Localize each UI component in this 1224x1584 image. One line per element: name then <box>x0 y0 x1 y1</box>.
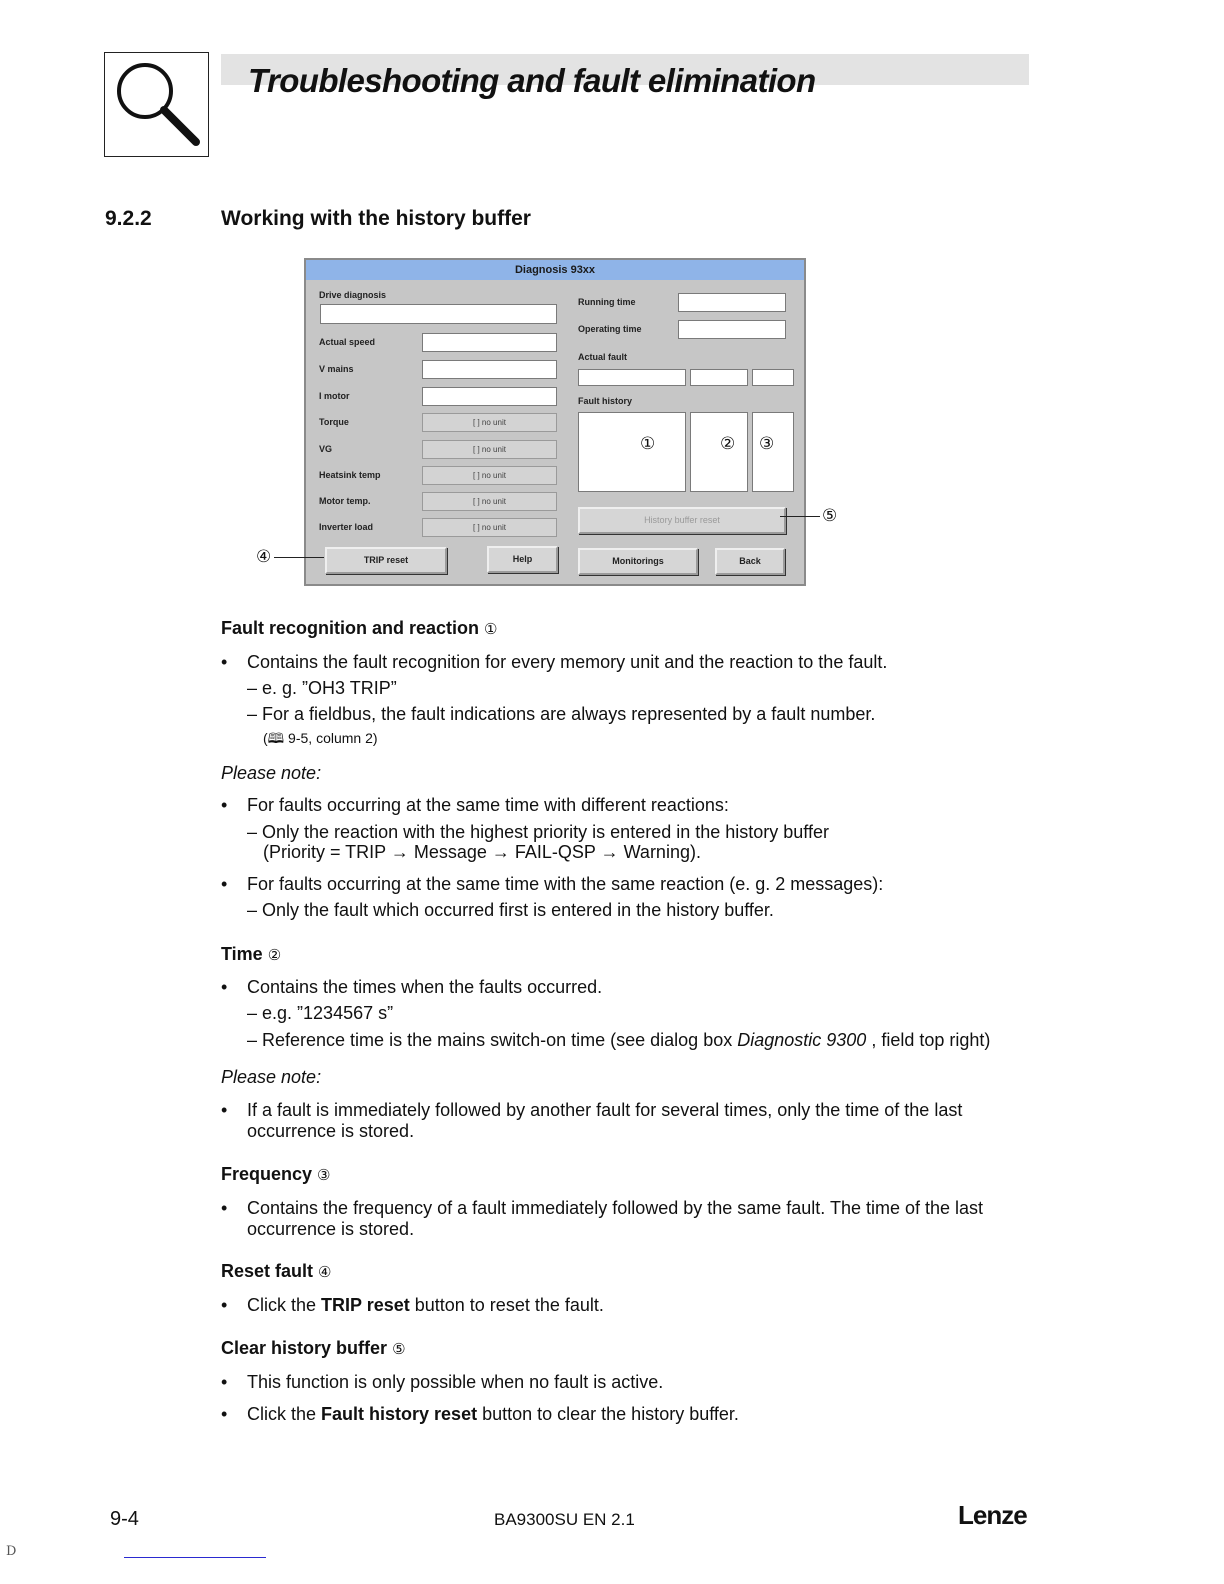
heading-text: Frequency <box>221 1164 313 1184</box>
marker-1: ① <box>640 434 656 453</box>
heading-time <box>221 944 281 965</box>
heading-fault-recognition <box>221 618 498 639</box>
sub-item <box>247 1030 990 1051</box>
page-number: 9-4 <box>110 1508 139 1530</box>
actual-fault-field <box>578 369 686 386</box>
bullet-continuation: occurrence is stored. <box>247 1121 415 1141</box>
callout-5-line <box>780 516 820 517</box>
bullet-text <box>247 1404 739 1425</box>
text: – Reference time is the mains switch-on time (see dialog box <box>247 1030 738 1050</box>
heading-text: Fault recognition and reaction <box>221 618 480 638</box>
bullet-continuation: occurrence is stored. <box>247 1219 415 1239</box>
bullet-text: For faults occurring at the same time with different reactions: <box>247 795 729 815</box>
bullet: • <box>221 1372 228 1392</box>
callout-5: ⑤ <box>822 506 838 525</box>
sub-item: – e. g. ”OH3 TRIP” <box>247 678 397 698</box>
heatsink-temp-field: [ ] no unit <box>422 466 557 485</box>
back-button[interactable]: Back <box>715 548 785 575</box>
actual-speed-field <box>422 333 557 352</box>
marker: ④ <box>318 1264 332 1281</box>
label-operating-time: Operating time <box>578 324 642 334</box>
trip-reset-button[interactable]: TRIP reset <box>325 547 447 574</box>
section-number: 9.2.2 <box>105 207 152 230</box>
bullet: • <box>221 1100 228 1120</box>
bullet-text: Contains the frequency of a fault immediately followed by the same fault. The time of the last <box>247 1198 984 1218</box>
running-time-field <box>678 293 786 312</box>
motor-temp-field: [ ] no unit <box>422 492 557 511</box>
torque-field: [ ] no unit <box>422 413 557 432</box>
corner-mark: D <box>6 1544 17 1559</box>
bullet-text: Contains the fault recognition for every memory unit and the reaction to the fault. <box>247 652 888 672</box>
label-actual-fault: Actual fault <box>578 352 628 362</box>
bullet: • <box>221 795 228 815</box>
button-name: Fault history reset <box>321 1404 478 1424</box>
bullet: • <box>221 977 228 997</box>
fault-history-time-list[interactable] <box>690 412 748 492</box>
heading-text: Time <box>221 944 263 964</box>
sub-item: – For a fieldbus, the fault indications are always represented by a fault number. <box>247 704 876 724</box>
document-code: BA9300SU EN 2.1 <box>494 1510 635 1529</box>
heading-frequency <box>221 1164 331 1185</box>
vg-field: [ ] no unit <box>422 440 557 459</box>
bullet: • <box>221 1198 228 1218</box>
magnifier-icon-frame <box>104 52 209 157</box>
dialog-title: Diagnosis 93xx <box>306 260 804 280</box>
bullet-text: If a fault is immediately followed by another fault for several times, only the time of the last <box>247 1100 963 1120</box>
actual-fault-time-field <box>690 369 748 386</box>
label-torque: Torque <box>319 417 349 427</box>
fault-history-list[interactable] <box>578 412 686 492</box>
text: button to clear the history buffer. <box>477 1404 739 1424</box>
dialog-name: Diagnostic 9300 <box>737 1030 867 1050</box>
bullet-text: Contains the times when the faults occurred. <box>247 977 603 997</box>
section-title: Working with the history buffer <box>221 207 531 230</box>
v-mains-field <box>422 360 557 379</box>
inverter-load-field: [ ] no unit <box>422 518 557 537</box>
marker: ② <box>267 947 282 964</box>
history-buffer-reset-button[interactable]: History buffer reset <box>578 507 786 534</box>
label-heatsink-temp: Heatsink temp <box>319 470 381 480</box>
label-running-time: Running time <box>578 297 636 307</box>
operating-time-field <box>678 320 786 339</box>
label-actual-speed: Actual speed <box>319 337 376 347</box>
button-name: TRIP reset <box>321 1295 410 1315</box>
diagnosis-dialog <box>304 258 806 586</box>
page-title: Troubleshooting and fault elimination <box>248 62 816 99</box>
text: Click the <box>247 1404 322 1424</box>
heading-reset-fault <box>221 1261 332 1282</box>
label-i-motor: I motor <box>319 391 350 401</box>
callout-4: ④ <box>256 547 272 566</box>
bullet-text: For faults occurring at the same time with the same reaction (e. g. 2 messages): <box>247 874 884 894</box>
help-button[interactable]: Help <box>487 546 558 573</box>
marker-2: ② <box>720 434 736 453</box>
label-drive-diagnosis: Drive diagnosis <box>319 290 387 300</box>
label-vg: VG <box>319 444 333 454</box>
label-motor-temp: Motor temp. <box>319 496 371 506</box>
heading-clear-history <box>221 1338 406 1359</box>
heading-text: Reset fault <box>221 1261 314 1281</box>
magnifier-icon <box>105 53 207 155</box>
marker: ③ <box>317 1167 331 1184</box>
sub-item: (Priority = TRIP → Message → FAIL-QSP → Warning). <box>263 842 701 862</box>
actual-fault-count-field <box>752 369 794 386</box>
label-fault-history: Fault history <box>578 396 633 406</box>
bullet: • <box>221 874 228 894</box>
reference: (🕮 9-5, column 2) <box>263 730 378 746</box>
bullet: • <box>221 1404 228 1424</box>
text: button to reset the fault. <box>409 1295 604 1315</box>
callout-4-line <box>274 557 324 558</box>
sub-item: – Only the fault which occurred first is entered in the history buffer. <box>247 900 774 920</box>
marker: ① <box>484 621 498 638</box>
bullet-text <box>247 1295 604 1316</box>
bullet-text: This function is only possible when no fault is active. <box>247 1372 664 1392</box>
label-v-mains: V mains <box>319 364 354 374</box>
bullet: • <box>221 1295 228 1315</box>
label-inverter-load: Inverter load <box>319 522 374 532</box>
bullet: • <box>221 652 228 672</box>
heading-text: Clear history buffer <box>221 1338 388 1358</box>
link-underline <box>124 1557 266 1558</box>
monitorings-button[interactable]: Monitorings <box>578 548 698 575</box>
i-motor-field <box>422 387 557 406</box>
marker-3: ③ <box>759 434 775 453</box>
drive-diagnosis-field <box>320 304 557 324</box>
please-note-label: Please note: <box>221 763 322 783</box>
text: , field top right) <box>866 1030 991 1050</box>
sub-item: – e.g. ”1234567 s” <box>247 1003 394 1023</box>
brand-logo: Lenze <box>958 1500 1027 1530</box>
text: Click the <box>247 1295 322 1315</box>
please-note-label: Please note: <box>221 1067 322 1087</box>
sub-item: – Only the reaction with the highest priority is entered in the history buffer <box>247 822 829 842</box>
marker: ⑤ <box>392 1341 406 1358</box>
